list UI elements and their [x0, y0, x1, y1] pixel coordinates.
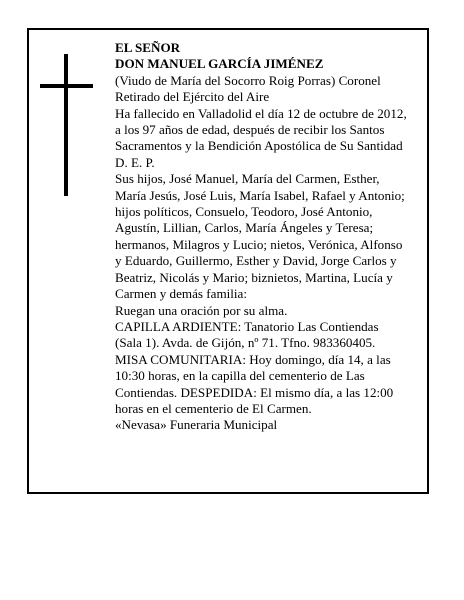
text-line: horas en el cementerio de El Carmen. — [115, 400, 312, 416]
text-line: Sus hijos, José Manuel, María del Carmen, Esther, — [115, 171, 380, 187]
text-line: MISA COMUNITARIA: Hoy domingo, día 14, a las — [115, 351, 391, 367]
text-line: «Nevasa» Funeraria Municipal — [115, 417, 278, 433]
text-line: Carmen y demás familia: — [115, 286, 247, 302]
obituary-text — [115, 40, 421, 434]
text-line: Sacramentos y la Bendición Apostólica de Su Santidad — [115, 138, 403, 154]
text-line: CAPILLA ARDIENTE: Tanatorio Las Contiendas — [115, 318, 379, 334]
cross-icon — [64, 54, 68, 196]
text-line: D. E. P. — [115, 154, 155, 170]
text-line: hijos políticos, Consuelo, Teodoro, José Antonio, — [115, 204, 373, 220]
text-line: 10:30 horas, en la capilla del cementerio de Las — [115, 368, 365, 384]
text-line: Ruegan una oración por su alma. — [115, 302, 288, 318]
text-line: María Jesús, José Luis, María Isabel, Rafael y Antonio; — [115, 187, 405, 203]
text-line: (Viudo de María del Socorro Roig Porras) Coronel — [115, 72, 381, 88]
cross-icon-bar — [40, 84, 93, 88]
text-line: Ha fallecido en Valladolid el día 12 de octubre de 2012, — [115, 105, 407, 121]
text-line: Contiendas. DESPEDIDA: El mismo día, a las 12:00 — [115, 384, 394, 400]
text-line: Beatriz, Nicolás y Mario; biznietos, Martina, Lucía y — [115, 269, 393, 285]
text-line: Agustín, Lillian, Carlos, María Ángeles y Teresa; — [115, 220, 374, 236]
text-line: Retirado del Ejército del Aire — [115, 89, 270, 105]
deceased-name: DON MANUEL GARCÍA JIMÉNEZ — [115, 56, 324, 72]
text-line: a los 97 años de edad, después de recibir los Santos — [115, 122, 385, 138]
heading-title: EL SEÑOR — [115, 40, 181, 55]
text-line: (Sala 1). Avda. de Gijón, nº 71. Tfno. 983360405. — [115, 335, 376, 351]
text-line: y Eduardo, Guillermo, Esther y David, Jorge Carlos y — [115, 253, 397, 269]
text-line: hermanos, Milagros y Lucio; nietos, Verónica, Alfonso — [115, 236, 403, 252]
